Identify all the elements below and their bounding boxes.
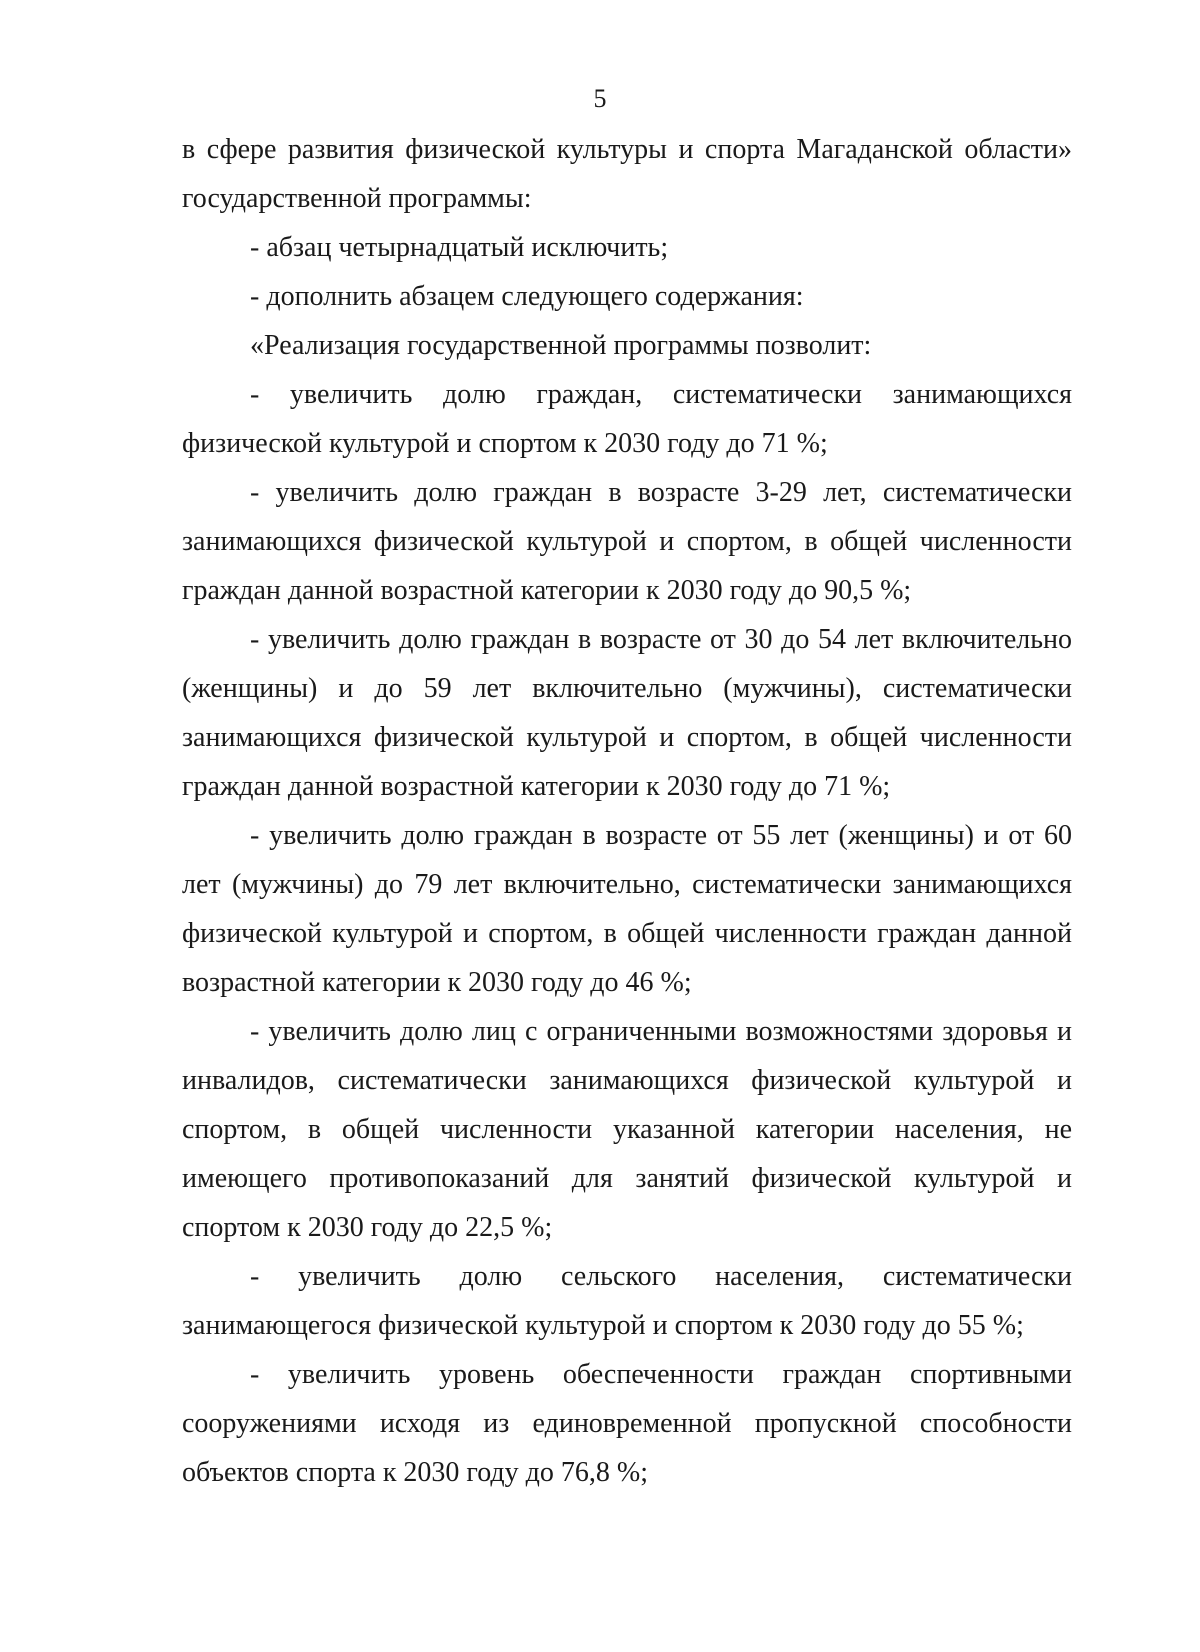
paragraph-continuation: в сфере развития физической культуры и спорта Магаданской области» государственной программы: — [182, 134, 1072, 214]
document-body — [182, 125, 1072, 1497]
paragraph-item-disabled-persons: - увеличить долю лиц с ограниченными возможностями здоровья и инвалидов, систематически занимающихся физической культурой и спортом, в общей численности указанной категории населения, не имеющего противопоказаний для занятий физической культурой и спортом к 2030 году до 22,5 %; — [182, 1016, 1072, 1243]
paragraph-item-age-3-29: - увеличить долю граждан в возрасте 3-29 лет, систематически занимающихся физической культурой и спортом, в общей численности граждан данной возрастной категории к 2030 году до 90,5 %; — [182, 477, 1072, 606]
paragraph-item-rural-population: - увеличить долю сельского населения, систематически занимающегося физической культурой и спортом к 2030 году до 55 %; — [182, 1261, 1072, 1341]
paragraph-item-citizens-share: - увеличить долю граждан, систематически занимающихся физической культурой и спортом к 2030 году до 71 %; — [182, 379, 1072, 459]
paragraph-program-intro: «Реализация государственной программы позволит: — [250, 330, 872, 361]
paragraph-item-sports-facilities: - увеличить уровень обеспеченности граждан спортивными сооружениями исходя из единовременной пропускной способности объектов спорта к 2030 году до 76,8 %; — [182, 1359, 1072, 1488]
paragraph-item-age-55-60-79: - увеличить долю граждан в возрасте от 55 лет (женщины) и от 60 лет (мужчины) до 79 лет включительно, систематически занимающихся физической культурой и спортом, в общей численности граждан данной возрастной категории к 2030 году до 46 %; — [182, 820, 1072, 998]
paragraph-exclude-clause: - абзац четырнадцатый исключить; — [250, 232, 669, 263]
paragraph-add-clause: - дополнить абзацем следующего содержания: — [250, 281, 804, 312]
paragraph-item-age-30-54-59: - увеличить долю граждан в возрасте от 30 до 54 лет включительно (женщины) и до 59 лет включительно (мужчины), систематически занимающихся физической культурой и спортом, в общей численности граждан данной возрастной категории к 2030 году до 71 %; — [182, 624, 1072, 802]
page-number: 5 — [593, 84, 607, 113]
